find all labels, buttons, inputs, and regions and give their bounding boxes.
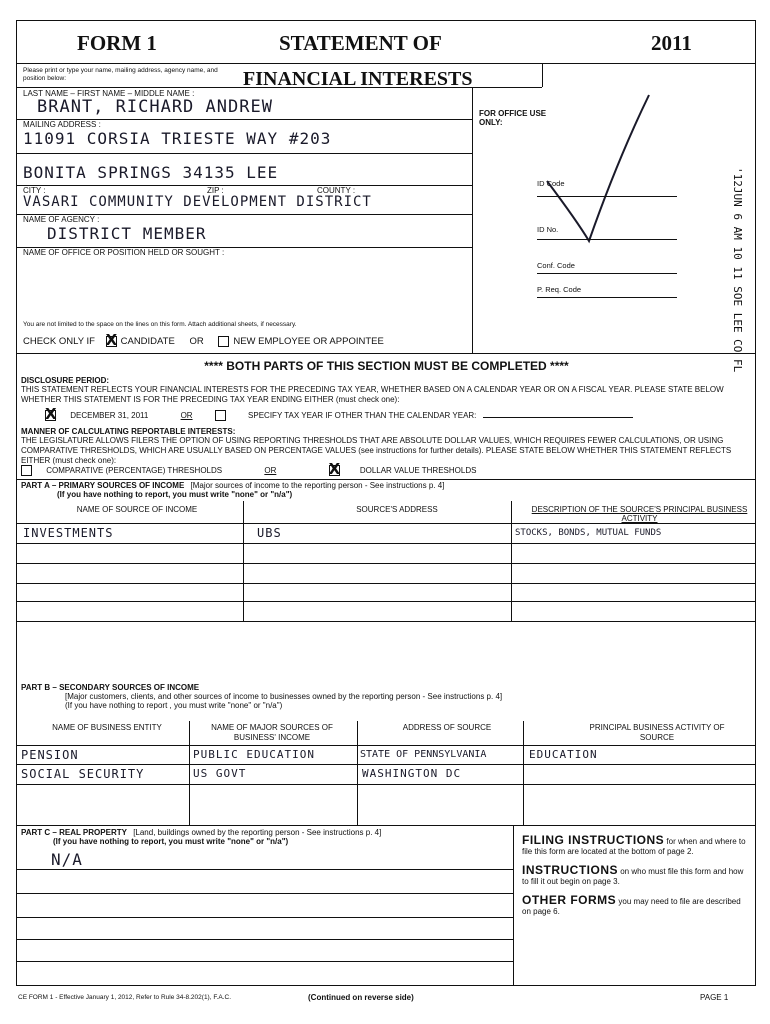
part-a-row1-address[interactable]: UBS	[257, 526, 282, 540]
part-a-row1-activity[interactable]: STOCKS, BONDS, MUTUAL FUNDS	[515, 528, 662, 538]
manner-or: OR	[264, 465, 277, 475]
part-a-sub: (If you have nothing to report, you must write "none" or "n/a")	[57, 490, 293, 499]
received-stamp: '12JUN 6 AM 10 11 SOE LEE CO FL	[731, 167, 744, 373]
agency-field[interactable]: VASARI COMMUNITY DEVELOPMENT DISTRICT	[23, 194, 372, 210]
header-instructions: Please print or type your name, mailing address, agency name, and position below:	[23, 67, 218, 82]
specify-checkbox[interactable]	[215, 410, 226, 421]
manner-text: THE LEGISLATURE ALLOWS FILERS THE OPTION OF USING REPORTING THRESHOLDS THAT ARE ABSOLUTE DOLLAR VALUES, WHICH REQUIRES FEWER CALCULATIONS, OR USING COMPARATIVE THRESHOLDS, WHICH ARE USUALLY BASED ON PERCENTAGE VALUES (see instructions for further details). PLEASE STATE BELOW WHETHER THIS STATEMENT REFLECTS EITHER (must check one):	[21, 436, 732, 465]
part-a-header-address: SOURCE'S ADDRESS	[356, 505, 438, 514]
part-b-note: [Major customers, clients, and other sources of income to businesses owned by the reporting person - See instructions p. 4]	[65, 692, 503, 701]
part-a-title: PART A – PRIMARY SOURCES OF INCOME	[21, 481, 185, 490]
manner-options	[21, 465, 476, 476]
footer-continued: (Continued on reverse side)	[308, 993, 414, 1002]
filing-paragraph-1: FILING INSTRUCTIONS for when and where to file this form are located at the bottom of page 2.	[522, 833, 746, 856]
name-label: LAST NAME – FIRST NAME – MIDDLE NAME :	[23, 89, 195, 98]
form-number: FORM 1	[77, 31, 157, 55]
part-b-header-entity: NAME OF BUSINESS ENTITY	[52, 723, 162, 732]
part-b-row2-sources[interactable]: US GOVT	[193, 767, 247, 780]
period-text: THIS STATEMENT REFLECTS YOUR FINANCIAL INTERESTS FOR THE PRECEDING TAX YEAR, WHETHER BASED ON A CALENDAR YEAR OR ON A FISCAL YEAR. PLEASE STATE BELOW WHETHER THIS STATEMENT IS FOR THE PRECEDING TAX YEAR ENDING EITHER (must check one):	[21, 385, 724, 404]
part-b-row2-entity[interactable]: SOCIAL SECURITY	[21, 767, 145, 781]
dollar-label: DOLLAR VALUE THRESHOLDS	[359, 465, 477, 475]
period-options	[45, 410, 633, 421]
position-field[interactable]: DISTRICT MEMBER	[47, 224, 207, 243]
part-a-note: [Major sources of income to the reporting person - See instructions p. 4]	[190, 481, 445, 490]
zip-label: ZIP :	[207, 186, 224, 195]
part-a-title-row	[21, 481, 444, 490]
comparative-label: COMPARATIVE (PERCENTAGE) THRESHOLDS	[46, 465, 223, 475]
part-b-row2-address[interactable]: WASHINGTON DC	[362, 767, 462, 780]
dec31-label: DECEMBER 31, 2011	[70, 410, 149, 420]
filing-paragraph-2: INSTRUCTIONS on who must file this form and how to fill it out begin on page 3.	[522, 863, 744, 886]
form-page	[16, 20, 756, 986]
city-label: CITY :	[23, 186, 46, 195]
part-b-row1-activity[interactable]: EDUCATION	[529, 748, 598, 761]
disclosure-banner: **** BOTH PARTS OF THIS SECTION MUST BE COMPLETED ****	[204, 359, 569, 373]
part-b-title: PART B – SECONDARY SOURCES OF INCOME	[21, 683, 200, 692]
name-field[interactable]: BRANT, RICHARD ANDREW	[37, 97, 273, 117]
p-req-code-label: P. Req. Code	[537, 285, 582, 294]
id-no-label: ID No.	[537, 225, 559, 234]
part-b-header-address: ADDRESS OF SOURCE	[402, 723, 492, 732]
agency-label: NAME OF AGENCY :	[23, 215, 100, 224]
comparative-checkbox[interactable]	[21, 465, 32, 476]
check-only-if-label: CHECK ONLY IF	[23, 336, 95, 348]
id-code-label: ID Code	[537, 179, 565, 188]
part-c-title: PART C – REAL PROPERTY	[21, 828, 127, 837]
position-label: NAME OF OFFICE OR POSITION HELD OR SOUGHT :	[23, 248, 225, 257]
part-c-note: [Land, buildings owned by the reporting person - See instructions p. 4]	[133, 828, 382, 837]
office-use-label: FOR OFFICE USE ONLY:	[479, 109, 547, 127]
title-line1: STATEMENT OF	[279, 31, 442, 55]
period-or: OR	[180, 410, 193, 420]
candidate-checkbox[interactable]	[106, 336, 117, 347]
part-b-row1-address[interactable]: STATE OF PENNSYLVANIA	[360, 749, 487, 760]
candidate-label: CANDIDATE	[120, 336, 175, 348]
filing-instructions	[522, 835, 747, 917]
part-c-title-row	[21, 828, 381, 837]
city-line-field[interactable]: BONITA SPRINGS 34135 LEE	[23, 163, 279, 182]
dollar-checkbox[interactable]	[329, 465, 340, 476]
new-employee-label: NEW EMPLOYEE OR APPOINTEE	[233, 336, 384, 348]
dec31-checkbox[interactable]	[45, 410, 56, 421]
address-label: MAILING ADDRESS :	[23, 120, 101, 129]
form-year: 2011	[651, 31, 692, 55]
part-b-sub: (If you have nothing to report , you must write "none" or "n/a")	[65, 701, 283, 710]
part-a-row1-name[interactable]: INVESTMENTS	[23, 526, 114, 540]
footer-form-ref: CE FORM 1 - Effective January 1, 2012, Refer to Rule 34-8.202(1), F.A.C.	[18, 994, 232, 1001]
part-b-row1-sources[interactable]: PUBLIC EDUCATION	[193, 748, 315, 761]
part-c-field[interactable]: N/A	[51, 850, 83, 869]
footer-page: PAGE 1	[700, 993, 729, 1002]
check-row	[23, 336, 384, 347]
filing-paragraph-3: OTHER FORMS you may need to file are described on page 6.	[522, 893, 741, 916]
or-label: OR	[189, 336, 204, 348]
conf-code-label: Conf. Code	[537, 261, 575, 270]
checkmark-icon	[537, 81, 657, 251]
address-field[interactable]: 11091 CORSIA TRIESTE WAY #203	[23, 129, 332, 148]
part-c-sub: (If you have nothing to report, you must write "none" or "n/a")	[53, 837, 289, 846]
not-limited-note: You are not limited to the space on the lines on this form. Attach additional sheets, if necessary.	[23, 321, 297, 328]
period-title: DISCLOSURE PERIOD:	[21, 376, 110, 385]
manner-title: MANNER OF CALCULATING REPORTABLE INTERESTS:	[21, 427, 236, 436]
new-employee-checkbox[interactable]	[218, 336, 229, 347]
specify-field[interactable]	[483, 417, 633, 418]
part-b-header-activity: PRINCIPAL BUSINESS ACTIVITY OF SOURCE	[589, 723, 725, 742]
title-line2: FINANCIAL INTERESTS	[243, 68, 473, 90]
specify-label: SPECIFY TAX YEAR IF OTHER THAN THE CALENDAR YEAR:	[248, 410, 477, 420]
part-a-header-activity: DESCRIPTION OF THE SOURCE'S PRINCIPAL BUSINESS ACTIVITY	[531, 505, 748, 523]
part-b-header-sources: NAME OF MAJOR SOURCES OF BUSINESS' INCOME	[211, 723, 333, 742]
county-label: COUNTY :	[317, 186, 356, 195]
part-a-header-name: NAME OF SOURCE OF INCOME	[76, 505, 198, 514]
part-b-row1-entity[interactable]: PENSION	[21, 748, 79, 762]
